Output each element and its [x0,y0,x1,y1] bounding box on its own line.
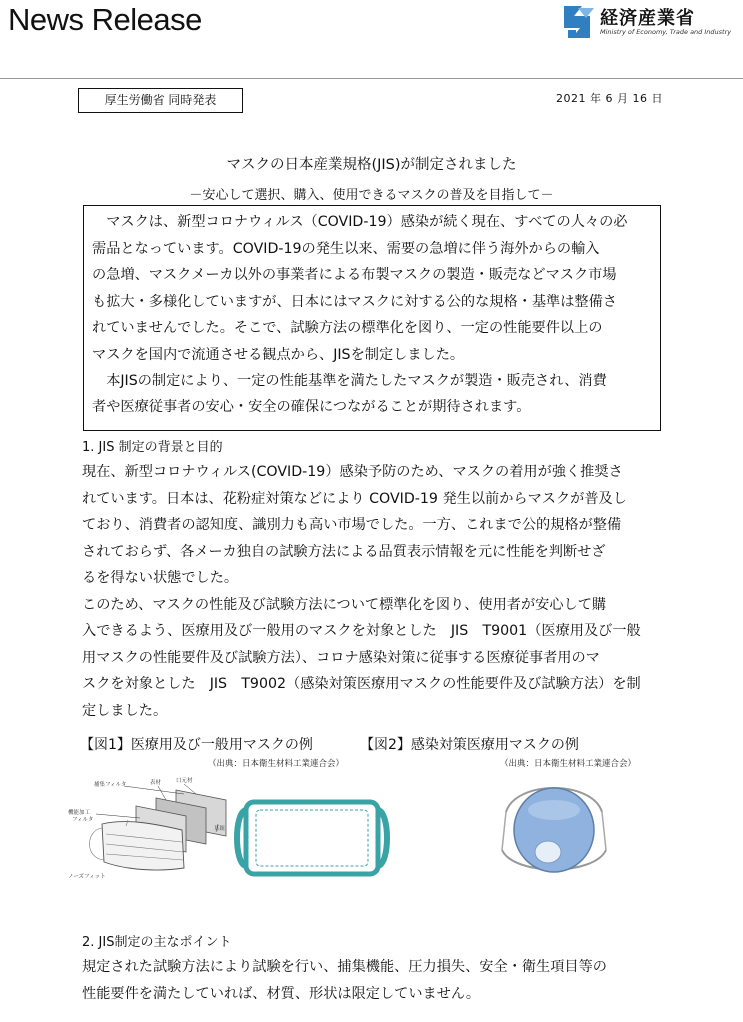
label-filter: フィルタ [72,817,94,823]
release-date: 2021 年 6 月 16 日 [556,92,663,105]
label-processed-filter: 機能加工 [68,810,91,816]
summary-line: も拡大・多様化していますが、日本にはマスクに対する公的な規格・基準は整備さ [92,294,617,310]
section-1-line: るを得ない状態でした。 [82,570,239,586]
summary-line: の急増、マスクメーカ以外の事業者による布製マスクの製造・販売などマスク市場 [92,267,617,283]
section-2-heading: 2. JIS制定の主なポイント [82,935,232,950]
page-title: マスクの日本産業規格(JIS)が制定されました [226,157,517,173]
section-2-line: 規定された試験方法により試験を行い、捕集機能、圧力損失、安全・衛生項目等の [82,959,607,975]
news-release-heading: News Release [8,2,202,37]
section-1-line: ており、消費者の認知度、識別力も高い市場でした。一方、これまで公的規格が整備 [82,517,622,533]
label-ear-strap: 耳紐 [214,826,226,832]
layered-mask-diagram [66,772,246,884]
section-1-line: 用マスクの性能要件及び試験方法）、コロナ感染対策に従事する医療従事者用のマ [82,650,600,666]
label-outer: 表材 [150,780,162,786]
section-1-line: されておらず、各メーカ独自の試験方法による品質表示情報を元に性能を判断せざ [82,544,606,560]
section-2-line: 性能要件を満たしていれば、材質、形状は限定していません。 [82,986,481,1002]
section-1-line: 現在、新型コロナウィルス(COVID-19）感染予防のため、マスクの着用が強く推奨さ [82,464,623,480]
summary-line: マスクを国内で流通させる観点から、JISを制定しました。 [92,347,465,363]
summary-line: マスクは、新型コロナウィルス（COVID-19）感染が続く現在、すべての人々の必 [92,214,628,230]
summary-line: れていませんでした。そこで、試験方法の標準化を図り、一定の性能要件以上の [92,320,603,336]
summary-line: 本JISの制定により、一定の性能基準を満たしたマスクが製造・販売され、消費 [92,373,607,389]
ministry-name: 経済産業省 [600,8,695,29]
section-1-line: 入できるよう、医療用及び一般用のマスクを対象とした JIS T9001（医療用及び一般 [82,623,641,639]
section-1-line: このため、マスクの性能及び試験方法について標準化を図り、使用者が安心して購 [82,597,607,613]
section-1-line: 定しました。 [82,703,168,719]
flat-mask-illustration [232,796,392,880]
label-collect-filter: 捕集フィルタ [94,782,127,788]
label-mouth: 口元材 [176,778,193,784]
figure-2-caption: 【図2】感染対策医療用マスクの例 [360,737,579,753]
label-nose-fit: ノーズフィット [68,874,106,880]
summary-line: 需品となっています。COVID-19の発生以来、需要の急増に伴う海外からの輸入 [92,241,600,257]
section-1-heading: 1. JIS 制定の背景と目的 [82,440,223,455]
n95-mask-illustration [496,772,612,888]
header-divider [0,78,743,79]
section-1-line: スクを対象とした JIS T9002（感染対策医療用マスクの性能要件及び試験方法）を制 [82,676,641,692]
summary-line: 者や医療従事者の安心・安全の確保につながることが期待されます。 [92,399,531,415]
figure-2-source: （出典：日本衛生材料工業連合会） [500,759,637,769]
section-1-line: れています。日本は、花粉症対策などにより COVID-19 発生以前からマスクが普及し [82,491,627,507]
figure-1-caption: 【図1】医療用及び一般用マスクの例 [80,737,313,753]
ministry-english-name: Ministry of Economy, Trade and Industry [600,28,732,36]
figure-1-source: （出典：日本衛生材料工業連合会） [208,759,345,769]
joint-release-label: 厚生労働省 同時発表 [78,88,243,113]
page-subtitle: －安心して選択、購入、使用できるマスクの普及を目指して－ [189,188,554,203]
